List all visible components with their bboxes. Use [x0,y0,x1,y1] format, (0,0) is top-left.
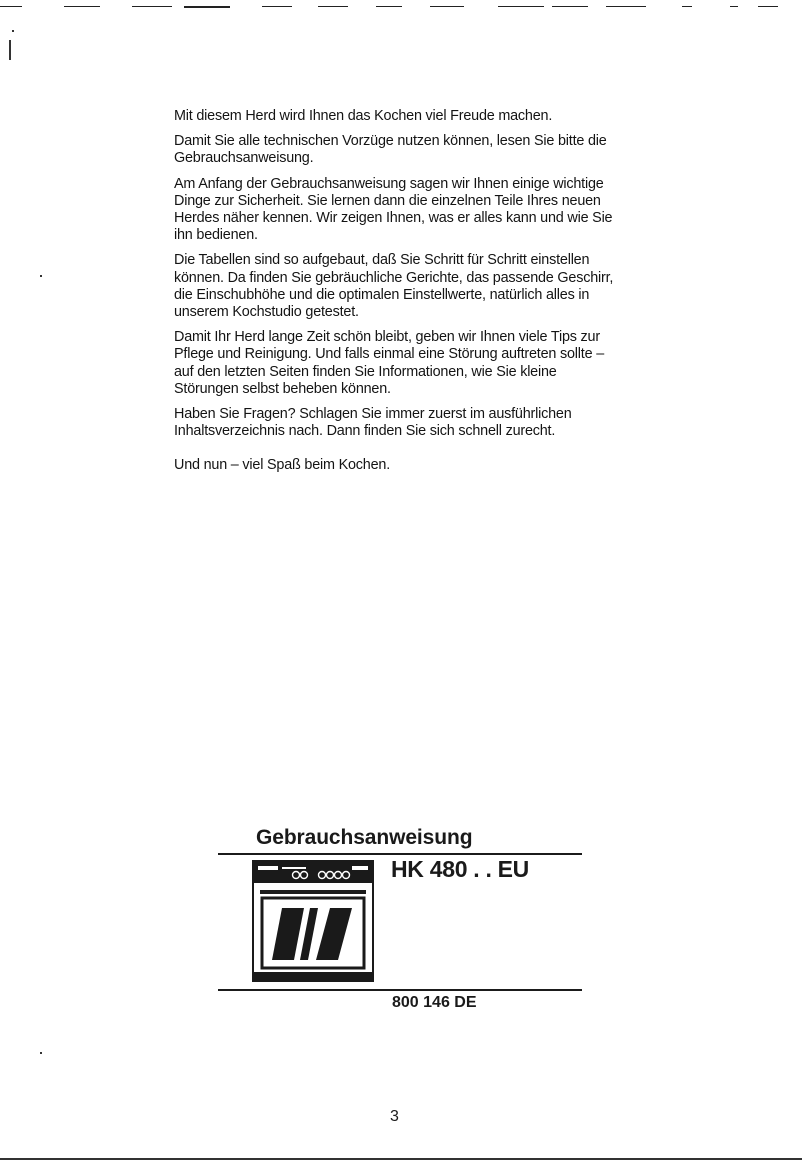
title-rule [218,853,582,855]
scan-mark-left [9,40,11,60]
scan-mark-left-lower [40,275,42,277]
paragraph: Die Tabellen sind so aufgebaut, daß Sie Schritt für Schritt einstellen können. Da finden Sie gebräuchliche Gerichte, das passende Geschirr, die Einschubhöhe und die optimalen Einstellwerte, natürlich alles in unserem Kochstudio getestet. [174,252,614,321]
scan-artifact-top [0,0,802,12]
intro-text [174,108,624,483]
paragraph: Haben Sie Fragen? Schlagen Sie immer zuerst im ausführlichen Inhaltsverzeichnis nach. Dann finden Sie sich schnell zurecht. [174,406,572,440]
oven-icon [252,860,374,982]
scan-edge-bottom [0,1158,802,1160]
page-number: 3 [390,1108,399,1125]
bottom-rule [218,989,582,991]
closing-line: Und nun – viel Spaß beim Kochen. [174,457,390,474]
manual-title: Gebrauchsanweisung [256,826,473,849]
paragraph: Mit diesem Herd wird Ihnen das Kochen viel Freude machen. [174,108,553,124]
paragraph: Damit Sie alle technischen Vorzüge nutzen können, lesen Sie bitte die Gebrauchsanweisung. [174,133,607,167]
paragraph: Am Anfang der Gebrauchsanweisung sagen wir Ihnen einige wichtige Dinge zur Sicherheit. Sie lernen dann die einzelnen Teile Ihres neuen Herdes näher kennen. Wir zeigen Ihnen, was er alles kann und wie Sie ihn bedienen. [174,175,613,244]
scan-mark-left-bottom [40,1052,42,1054]
model-number: HK 480 . . EU [391,856,529,882]
scan-mark-dot [12,30,14,32]
paragraph: Damit Ihr Herd lange Zeit schön bleibt, geben wir Ihnen viele Tips zur Pflege und Reinigung. Und falls einmal eine Störung auftreten sollte – auf den letzten Seiten finden Sie Informationen, wie Sie kleine Störungen selbst beheben können. [174,329,604,397]
document-number: 800 146 DE [392,994,477,1011]
